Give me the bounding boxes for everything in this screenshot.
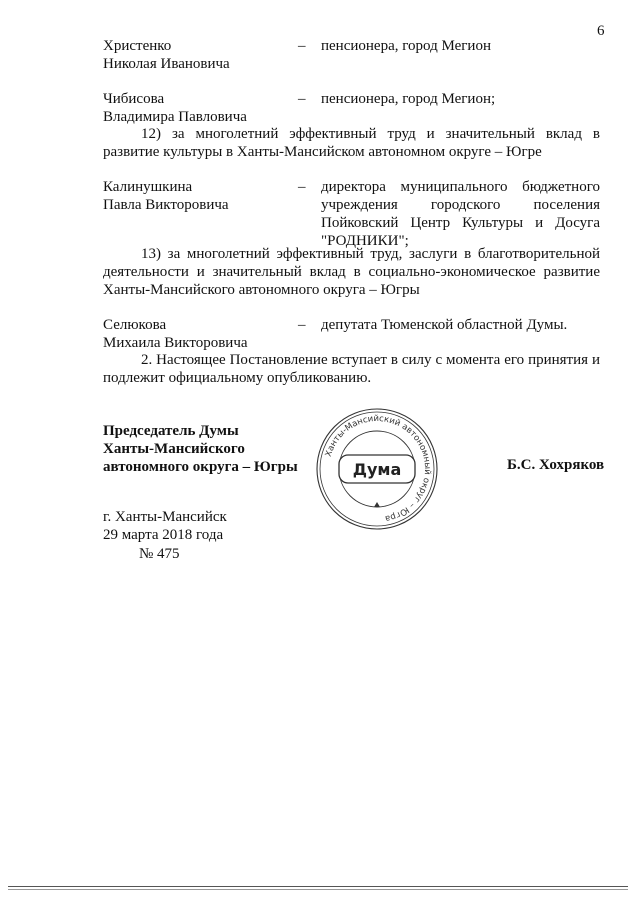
signatory-title: Ханты-Мансийского: [103, 441, 245, 457]
recipient-description: директора муниципального бюджетного учреждения городского поселения Пойковский Центр Культуры и Досуга "РОДНИКИ";: [321, 179, 600, 249]
document-number: № 475: [139, 546, 180, 562]
recipient-surname: Чибисова: [103, 91, 165, 107]
recipient-description: пенсионера, город Мегион;: [321, 91, 496, 107]
recipient-surname: Христенко: [103, 38, 172, 54]
signatory-title: Председатель Думы: [103, 423, 239, 439]
recipient-surname: Селюкова: [103, 317, 167, 333]
seal-star-icon: [374, 502, 380, 507]
recipient-description: пенсионера, город Мегион: [321, 38, 491, 54]
entry-dash: –: [298, 38, 306, 54]
seal-center-text: Дума: [352, 460, 402, 479]
award-item-13: 13) за многолетний эффективный труд, заслуги в благотворительной деятельности и значительный вклад в социально-экономическое развитие Ханты-Мансийского автономного округа – Югры: [103, 246, 600, 298]
entry-dash: –: [298, 317, 306, 333]
page-bottom-rule: [8, 889, 628, 890]
award-item-12: 12) за многолетний эффективный труд и значительный вклад в развитие культуры в Ханты-Мансийском автономном округе – Югре: [103, 126, 600, 160]
recipient-description: депутата Тюменской областной Думы.: [321, 317, 568, 333]
page-number: 6: [597, 23, 605, 39]
signer-name: Б.С. Хохряков: [507, 457, 605, 473]
recipient-given-names: Михаила Викторовича: [103, 335, 248, 351]
document-city: г. Ханты-Мансийск: [103, 509, 227, 525]
recipient-given-names: Павла Викторовича: [103, 197, 229, 213]
clause-2: 2. Настоящее Постановление вступает в силу с момента его принятия и подлежит официальному опубликованию.: [103, 352, 600, 386]
document-date: 29 марта 2018 года: [103, 527, 224, 543]
seal-ring-text: Ханты-Мансийский автономный округ – Югра: [323, 413, 433, 524]
page-bottom-rule: [8, 886, 628, 887]
official-seal: [313, 408, 441, 530]
entry-dash: –: [298, 179, 306, 195]
signatory-title: автономного округа – Югры: [103, 459, 298, 475]
entry-dash: –: [298, 91, 306, 107]
recipient-given-names: Николая Ивановича: [103, 56, 230, 72]
recipient-surname: Калинушкина: [103, 179, 193, 195]
recipient-given-names: Владимира Павловича: [103, 109, 247, 125]
